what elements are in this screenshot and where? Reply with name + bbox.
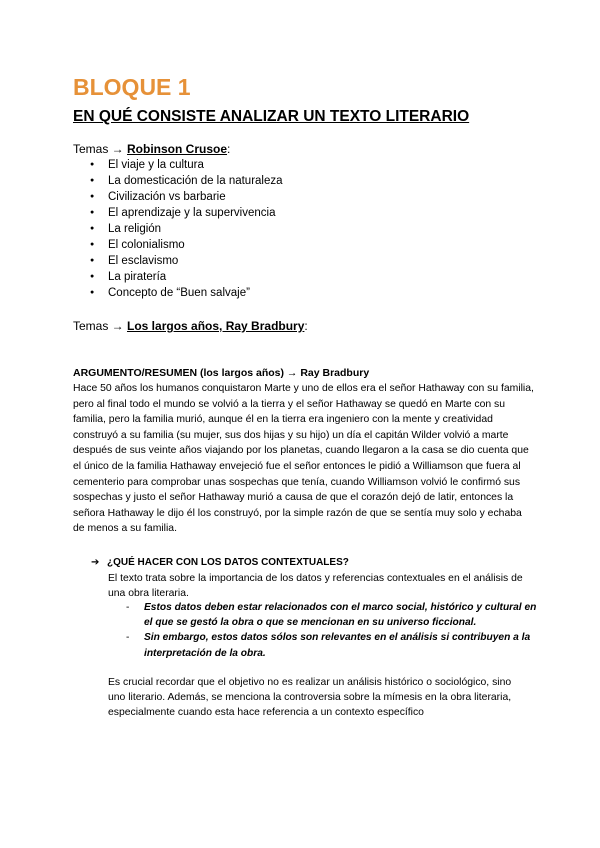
book-title-robinson: Robinson Crusoe bbox=[127, 142, 228, 156]
themes-list bbox=[73, 157, 283, 301]
list-item: ● Concepto de “Buen salvaje” bbox=[73, 285, 283, 301]
list-item: ● El esclavismo bbox=[73, 253, 283, 269]
contexto-closing: Es crucial recordar que el objetivo no es realizar un análisis histórico o sociológico, sino uno literario. Además, se menciona la controversia sobre la mímesis en la obra literaria, especialmente cuando esta hace referencia a un contexto específico bbox=[108, 677, 512, 719]
temas-suffix: : bbox=[304, 319, 308, 333]
dash-bullet: - bbox=[126, 602, 130, 613]
section-subtitle: EN QUÉ CONSISTE ANALIZAR UN TEXTO LITERARIO bbox=[73, 108, 470, 125]
list-item: ● El viaje y la cultura bbox=[73, 157, 283, 173]
temas-suffix: : bbox=[227, 142, 231, 156]
point-text: Estos datos deben estar relacionados con el marco social, histórico y cultural en el que se gestó la obra o que se mencionan en su universo ficcional. bbox=[144, 602, 537, 629]
list-item: ● El aprendizaje y la supervivencia bbox=[73, 205, 283, 221]
list-item: ● Civilización vs barbarie bbox=[73, 189, 283, 205]
temas-bradbury bbox=[73, 318, 308, 334]
list-item: ● La religión bbox=[73, 221, 283, 237]
dash-bullet: - bbox=[126, 632, 130, 644]
list-item bbox=[126, 630, 541, 660]
contexto-intro: El texto trata sobre la importancia de los datos y referencias contextuales en el análisis de una obra literaria. bbox=[108, 573, 523, 600]
list-item: ● La domesticación de la naturaleza bbox=[73, 173, 283, 189]
point-text: Sin embargo, estos datos sólos son relevantes en el análisis si contribuyen a la interpretación de la obra. bbox=[144, 632, 531, 659]
argumento-heading: ARGUMENTO/RESUMEN (los largos años) → Ray Bradbury bbox=[73, 367, 370, 379]
argumento-body: Hace 50 años los humanos conquistaron Marte y uno de ellos era el señor Hathaway con su familia, pero al final todo el mundo se volvió a la tierra y el señor Hathaway se quedó en Marte con su familia, pero la familia murió, aunque él en la tierra era ingeniero con la mente y creatividad construyó a su familia (su mujer, sus dos hijas y su hijo) un día el capitán Wilder volvió a marte después de sus veinte años viajando por los planetas, cuando llegaron a la casa se dio cuenta que el único de la familia Hathaway envejeció fue el señor entonces le pidió a Williamson que fuera al cementerio para comprobar unas sospechas que tenía, cuando Williamson volvió le confirmó sus sospechas y justo el señor Hathaway murió a causa de que el corazón dejó de latir, entonces la señora Hathaway le dijo él los construyó, por la simple razón de que se sentía muy solo y echaba de menos a su familia. bbox=[73, 383, 534, 535]
temas-robinson bbox=[73, 141, 230, 157]
temas-prefix: Temas → bbox=[73, 142, 128, 156]
contexto-heading-text: ¿QUÉ HACER CON LOS DATOS CONTEXTUALES? bbox=[107, 557, 349, 568]
contexto-heading bbox=[91, 556, 349, 570]
temas-prefix: Temas → bbox=[73, 319, 128, 333]
arrow-bullet-icon: ➔ bbox=[91, 557, 100, 568]
page-title: BLOQUE 1 bbox=[73, 74, 191, 100]
list-item: ● El colonialismo bbox=[73, 237, 283, 253]
contexto-points bbox=[126, 600, 541, 661]
list-item: ● La piratería bbox=[73, 269, 283, 285]
list-item bbox=[126, 600, 541, 630]
book-title-bradbury: Los largos años, Ray Bradbury bbox=[127, 319, 305, 333]
